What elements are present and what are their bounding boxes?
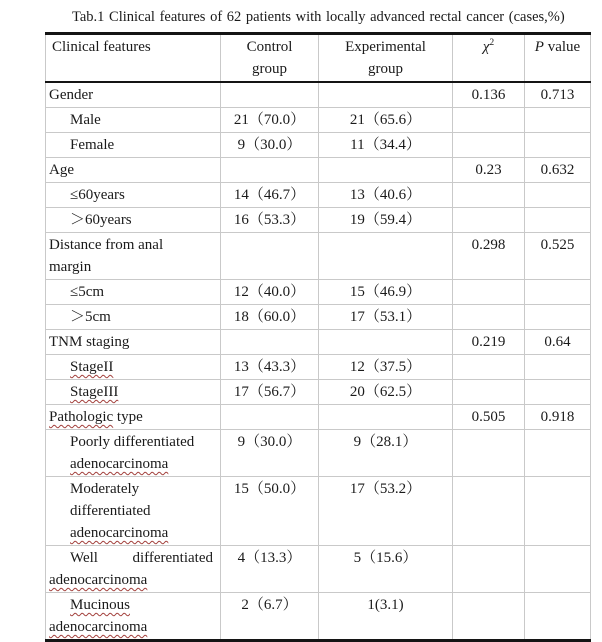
feature-line xyxy=(49,381,218,403)
feature-text: differentiated xyxy=(132,550,213,566)
feature-line xyxy=(49,184,218,206)
feature-line xyxy=(49,522,218,544)
p-value-cell xyxy=(525,208,591,233)
p-symbol: P xyxy=(534,39,544,55)
feature-line xyxy=(49,569,218,591)
p-value-cell xyxy=(525,108,591,133)
chi-square-value-cell xyxy=(453,133,525,158)
feature-line xyxy=(49,256,218,278)
misspelled-word: Pathologic xyxy=(49,409,114,425)
p-value-cell xyxy=(525,355,591,380)
chi-square-value-cell xyxy=(453,355,525,380)
p-value-label: value xyxy=(543,39,581,55)
table-row xyxy=(46,233,591,280)
page-title: Tab.1 Clinical features of 62 patients with locally advanced rectal cancer (cases,%) xyxy=(72,9,565,25)
table-header xyxy=(46,34,591,83)
p-value-cell xyxy=(525,593,591,641)
feature-line xyxy=(49,453,218,475)
chi-square-value-cell: 0.505 xyxy=(453,405,525,430)
control-value-cell xyxy=(221,233,319,280)
table-row xyxy=(46,380,591,405)
control-value-cell: 17（56.7） xyxy=(221,380,319,405)
feature-cell xyxy=(46,233,221,280)
feature-cell xyxy=(46,405,221,430)
header-row xyxy=(46,34,591,83)
control-value-cell xyxy=(221,82,319,108)
control-value-cell: 21（70.0） xyxy=(221,108,319,133)
feature-text: differentiated xyxy=(70,503,151,519)
feature-line xyxy=(49,478,218,500)
table-row xyxy=(46,477,591,546)
misspelled-word: StageIII xyxy=(70,384,119,400)
header-line: Control xyxy=(246,39,293,55)
feature-cell xyxy=(46,280,221,305)
col-header-clinical-features: Clinical features xyxy=(46,34,221,83)
feature-cell xyxy=(46,330,221,355)
p-value-cell: 0.525 xyxy=(525,233,591,280)
feature-line xyxy=(49,594,218,616)
experimental-value-cell: 5（15.6） xyxy=(319,546,453,593)
table-row xyxy=(46,133,591,158)
feature-text: Poorly differentiated xyxy=(70,434,195,450)
feature-cell xyxy=(46,593,221,641)
table-row xyxy=(46,430,591,477)
experimental-value-cell: 9（28.1） xyxy=(319,430,453,477)
experimental-value-cell: 1(3.1) xyxy=(319,593,453,641)
feature-line xyxy=(49,209,218,231)
p-value-cell xyxy=(525,430,591,477)
chi-square-value-cell: 0.298 xyxy=(453,233,525,280)
control-value-cell: 9（30.0） xyxy=(221,430,319,477)
feature-line xyxy=(49,431,218,453)
feature-line xyxy=(49,500,218,522)
feature-line xyxy=(49,84,218,106)
feature-cell xyxy=(46,108,221,133)
control-value-cell: 13（43.3） xyxy=(221,355,319,380)
chi-square-value-cell xyxy=(453,477,525,546)
table-row xyxy=(46,330,591,355)
feature-text: Age xyxy=(49,162,74,178)
feature-text: ＞60years xyxy=(70,212,132,228)
header-line: Experimental xyxy=(345,39,426,55)
experimental-value-cell xyxy=(319,158,453,183)
chi-square-value-cell xyxy=(453,208,525,233)
feature-line xyxy=(49,234,218,256)
p-value-cell: 0.632 xyxy=(525,158,591,183)
table-row xyxy=(46,108,591,133)
control-value-cell xyxy=(221,330,319,355)
experimental-value-cell xyxy=(319,405,453,430)
control-value-cell: 15（50.0） xyxy=(221,477,319,546)
table-row xyxy=(46,546,591,593)
experimental-value-cell: 20（62.5） xyxy=(319,380,453,405)
p-value-cell xyxy=(525,380,591,405)
chi-square-value-cell: 0.23 xyxy=(453,158,525,183)
clinical-features-table xyxy=(45,32,591,642)
p-value-cell xyxy=(525,280,591,305)
feature-cell xyxy=(46,355,221,380)
header-line: group xyxy=(368,61,403,77)
misspelled-word: adenocarcinoma xyxy=(49,572,148,588)
feature-cell xyxy=(46,208,221,233)
p-value-cell xyxy=(525,477,591,546)
experimental-value-cell: 11（34.4） xyxy=(319,133,453,158)
experimental-value-cell xyxy=(319,233,453,280)
misspelled-word: Mucinous xyxy=(70,597,130,613)
chi-square-value-cell xyxy=(453,380,525,405)
feature-line xyxy=(49,616,218,638)
feature-text: Distance from anal xyxy=(49,237,164,253)
feature-text: margin xyxy=(49,259,92,275)
control-value-cell: 16（53.3） xyxy=(221,208,319,233)
misspelled-word: adenocarcinoma xyxy=(70,525,169,541)
table-row xyxy=(46,280,591,305)
feature-text: TNM staging xyxy=(49,334,130,350)
control-value-cell: 4（13.3） xyxy=(221,546,319,593)
control-value-cell: 18（60.0） xyxy=(221,305,319,330)
feature-cell xyxy=(46,183,221,208)
feature-line xyxy=(49,356,218,378)
p-value-cell xyxy=(525,133,591,158)
col-header-control-group xyxy=(221,34,319,83)
feature-cell xyxy=(46,158,221,183)
table-row xyxy=(46,593,591,641)
table-row xyxy=(46,158,591,183)
p-value-cell: 0.64 xyxy=(525,330,591,355)
feature-text: ≤5cm xyxy=(70,284,105,300)
col-header-chi-square xyxy=(453,34,525,83)
control-value-cell: 14（46.7） xyxy=(221,183,319,208)
feature-line xyxy=(49,134,218,156)
feature-line xyxy=(49,547,218,569)
experimental-value-cell: 12（37.5） xyxy=(319,355,453,380)
p-value-cell: 0.713 xyxy=(525,82,591,108)
feature-line xyxy=(49,306,218,328)
control-value-cell: 2（6.7） xyxy=(221,593,319,641)
chi-square-value-cell xyxy=(453,305,525,330)
feature-cell xyxy=(46,305,221,330)
chi-square-value-cell xyxy=(453,546,525,593)
feature-text: Male xyxy=(70,112,101,128)
p-value-cell: 0.918 xyxy=(525,405,591,430)
col-header-p-value xyxy=(525,34,591,83)
experimental-value-cell: 21（65.6） xyxy=(319,108,453,133)
header-line: group xyxy=(252,61,287,77)
feature-line xyxy=(49,281,218,303)
experimental-value-cell xyxy=(319,330,453,355)
feature-text: Well xyxy=(70,550,98,566)
table-row xyxy=(46,405,591,430)
feature-cell xyxy=(46,380,221,405)
table-row xyxy=(46,305,591,330)
chi-square-value-cell: 0.136 xyxy=(453,82,525,108)
experimental-value-cell: 17（53.2） xyxy=(319,477,453,546)
control-value-cell xyxy=(221,405,319,430)
feature-cell xyxy=(46,477,221,546)
chi-superscript: 2 xyxy=(489,38,495,48)
chi-square-value-cell: 0.219 xyxy=(453,330,525,355)
feature-text: type xyxy=(113,409,143,425)
feature-text: ≤60years xyxy=(70,187,125,203)
feature-cell xyxy=(46,133,221,158)
table-row xyxy=(46,355,591,380)
feature-text: Gender xyxy=(49,87,94,103)
p-value-cell xyxy=(525,305,591,330)
chi-square-value-cell xyxy=(453,280,525,305)
experimental-value-cell xyxy=(319,82,453,108)
feature-line xyxy=(49,331,218,353)
table-row xyxy=(46,208,591,233)
chi-symbol: χ xyxy=(482,39,490,55)
table-body xyxy=(46,82,591,641)
experimental-value-cell: 15（46.9） xyxy=(319,280,453,305)
experimental-value-cell: 19（59.4） xyxy=(319,208,453,233)
feature-cell xyxy=(46,546,221,593)
chi-square-value-cell xyxy=(453,593,525,641)
feature-text: Female xyxy=(70,137,115,153)
col-header-experimental-group xyxy=(319,34,453,83)
feature-line xyxy=(49,109,218,131)
table-row xyxy=(46,82,591,108)
misspelled-word: StageII xyxy=(70,359,114,375)
misspelled-word: adenocarcinoma xyxy=(49,619,148,635)
feature-line xyxy=(49,406,218,428)
experimental-value-cell: 13（40.6） xyxy=(319,183,453,208)
feature-cell xyxy=(46,82,221,108)
control-value-cell: 9（30.0） xyxy=(221,133,319,158)
feature-text: ＞5cm xyxy=(70,309,111,325)
feature-cell xyxy=(46,430,221,477)
chi-square-value-cell xyxy=(453,108,525,133)
experimental-value-cell: 17（53.1） xyxy=(319,305,453,330)
misspelled-word: adenocarcinoma xyxy=(70,456,169,472)
p-value-cell xyxy=(525,546,591,593)
p-value-cell xyxy=(525,183,591,208)
chi-square-value-cell xyxy=(453,430,525,477)
chi-square-value-cell xyxy=(453,183,525,208)
feature-line xyxy=(49,159,218,181)
feature-text: Moderately xyxy=(70,481,140,497)
control-value-cell xyxy=(221,158,319,183)
table-row xyxy=(46,183,591,208)
control-value-cell: 12（40.0） xyxy=(221,280,319,305)
